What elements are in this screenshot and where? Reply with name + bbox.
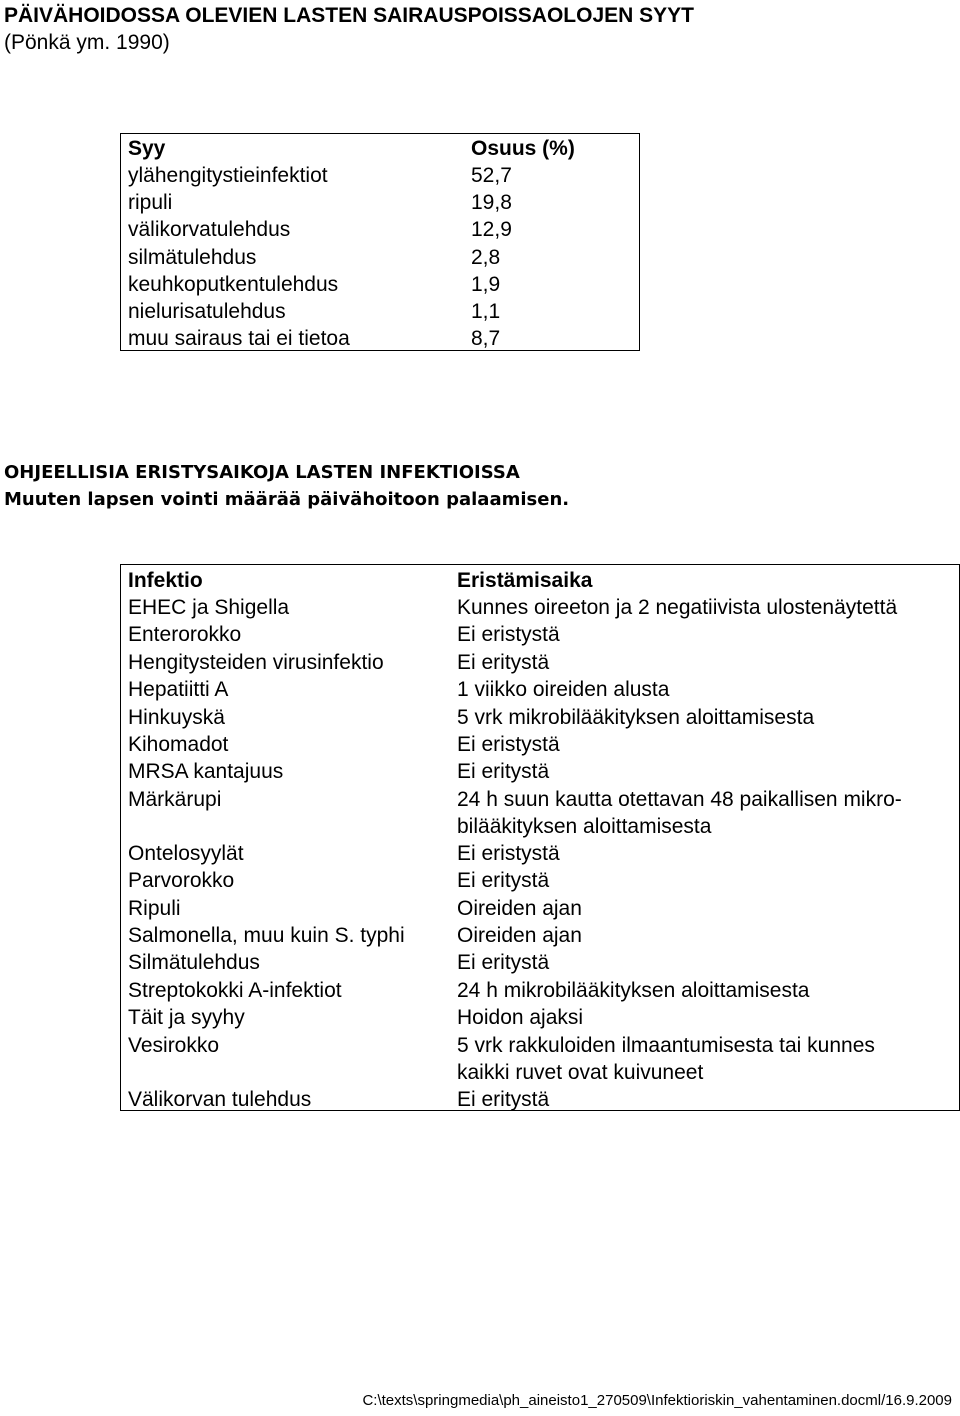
isolation-cell-line1: 24 h suun kautta otettavan 48 paikallisen mikro- (457, 788, 902, 811)
column-header-isolation: Eristämisaika (457, 569, 593, 592)
isolation-cell: Ei eristystä (457, 733, 560, 756)
isolation-cell: Ei eritystä (457, 651, 550, 674)
isolation-cell-line2: kaikki ruvet ovat kuivuneet (457, 1061, 704, 1084)
infection-cell: Täit ja syyhy (128, 1006, 245, 1029)
share-cell: 1,9 (471, 273, 501, 296)
absence-causes-table (120, 133, 640, 351)
share-cell: 12,9 (471, 218, 512, 241)
document-title (4, 2, 694, 56)
cause-cell: keuhkoputkentulehdus (128, 273, 339, 296)
infection-cell: Märkärupi (128, 788, 222, 811)
cause-cell: silmätulehdus (128, 246, 257, 269)
footer-file-path: C:\texts\springmedia\ph_aineisto1_270509\Infektioriskin_vahentaminen.docml/16.9.2009 (362, 1392, 952, 1409)
isolation-cell (457, 786, 957, 840)
table-row (121, 244, 639, 271)
isolation-cell: Oireiden ajan (457, 897, 582, 920)
infection-cell: Ripuli (128, 897, 181, 920)
cause-cell: nielurisatulehdus (128, 300, 286, 323)
section-heading (4, 459, 569, 513)
cause-cell: ripuli (128, 191, 173, 214)
infection-cell: Enterorokko (128, 623, 242, 646)
isolation-cell: Ei eritystä (457, 869, 550, 892)
infection-cell: Salmonella, muu kuin S. typhi (128, 924, 405, 947)
table-row (121, 189, 639, 216)
infection-cell: Kihomadot (128, 733, 229, 756)
column-header-share: Osuus (%) (471, 137, 575, 160)
section-heading-note: Muuten lapsen vointi määrää päivähoitoon palaamisen. (4, 489, 570, 510)
infection-cell: Vesirokko (128, 1034, 220, 1057)
cause-cell: ylähengitystieinfektiot (128, 164, 328, 187)
share-cell: 2,8 (471, 246, 501, 269)
share-cell: 52,7 (471, 164, 512, 187)
isolation-cell: Ei eristystä (457, 623, 560, 646)
cause-cell: muu sairaus tai ei tietoa (128, 327, 350, 350)
isolation-cell: 24 h mikrobilääkityksen aloittamisesta (457, 979, 810, 1002)
isolation-periods-table (120, 564, 960, 1111)
infection-cell: Hinkuyskä (128, 706, 225, 729)
isolation-cell: Hoidon ajaksi (457, 1006, 584, 1029)
column-header-cause: Syy (128, 137, 166, 160)
isolation-cell-line2: bilääkityksen aloittamisesta (457, 815, 712, 838)
infection-cell: Hengitysteiden virusinfektio (128, 651, 384, 674)
infection-cell: Streptokokki A-infektiot (128, 979, 342, 1002)
isolation-cell-line1: 5 vrk rakkuloiden ilmaantumisesta tai kunnes (457, 1034, 875, 1057)
document-title-source: (Pönkä ym. 1990) (4, 31, 170, 54)
table-header-row (121, 135, 639, 162)
infection-cell: EHEC ja Shigella (128, 596, 290, 619)
share-cell: 19,8 (471, 191, 512, 214)
isolation-cell: Ei eritystä (457, 951, 550, 974)
cause-cell: välikorvatulehdus (128, 218, 291, 241)
table-row (121, 162, 639, 189)
document-title-main: PÄIVÄHOIDOSSA OLEVIEN LASTEN SAIRAUSPOISSAOLOJEN SYYT (4, 4, 694, 27)
isolation-cell: Kunnes oireeton ja 2 negatiivista ulostenäytettä (457, 596, 898, 619)
isolation-cell: Ei eritystä (457, 760, 550, 783)
table-row (121, 325, 639, 352)
table-row (121, 271, 639, 298)
share-cell: 1,1 (471, 300, 501, 323)
isolation-cell: 1 viikko oireiden alusta (457, 678, 670, 701)
infection-cell: Ontelosyylät (128, 842, 244, 865)
share-cell: 8,7 (471, 327, 501, 350)
isolation-cell: Ei eritystä (457, 1088, 550, 1111)
table-row (121, 216, 639, 243)
isolation-cell (457, 1032, 957, 1086)
infection-cell: MRSA kantajuus (128, 760, 284, 783)
isolation-cell: Oireiden ajan (457, 924, 582, 947)
infection-cell: Hepatiitti A (128, 678, 229, 701)
table-row (121, 298, 639, 325)
column-header-infection: Infektio (128, 569, 203, 592)
infection-cell: Välikorvan tulehdus (128, 1088, 312, 1111)
isolation-cell: 5 vrk mikrobilääkityksen aloittamisesta (457, 706, 815, 729)
infection-cell: Silmätulehdus (128, 951, 260, 974)
isolation-cell: Ei eristystä (457, 842, 560, 865)
section-heading-title: OHJEELLISIA ERISTYSAIKOJA LASTEN INFEKTIOISSA (4, 462, 520, 483)
infection-cell: Parvorokko (128, 869, 235, 892)
